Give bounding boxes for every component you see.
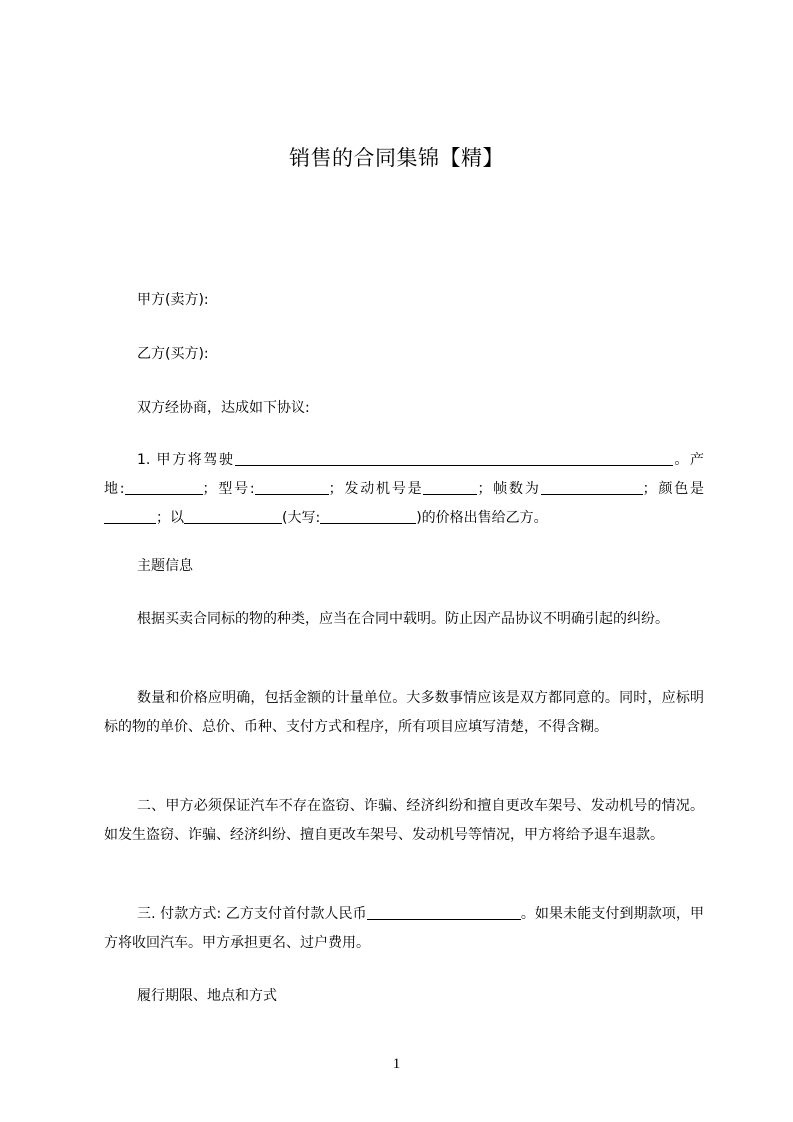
clause-3-text-1: 三. 付款方式: 乙方支付首付款人民币 (137, 906, 367, 922)
section-subject-heading: 主题信息 (137, 558, 193, 574)
clause-3-text-2: 。如果未能支付到期款项，甲方将收回汽车。甲方承担更名、过户费用。 (104, 906, 704, 951)
page-number: 1 (392, 1056, 401, 1072)
clause-1-text-6: ；颜色是 (642, 481, 705, 497)
clause-1-text-8: (大写: (282, 510, 321, 526)
engine-number-blank (423, 480, 477, 495)
clause-1-text-5: ；帧数为 (477, 481, 541, 497)
section-performance-heading: 履行期限、地点和方式 (137, 988, 277, 1004)
clause-1-text-9: )的价格出售给乙方。 (416, 510, 548, 526)
quantity-price-paragraph: 数量和价格应明确，包括金额的计量单位。大多数事情应该是双方都同意的。同时，应标明标的物的单价、总价、币种、支付方式和程序，所有项目应填写清楚，不得含糊。 (104, 690, 704, 735)
model-blank (255, 480, 329, 495)
frame-number-blank (541, 480, 643, 495)
clause-1-text-1: 1. 甲方将驾驶 (137, 452, 235, 468)
clause-1 (104, 446, 704, 533)
down-payment-blank (367, 905, 521, 920)
price-blank (184, 509, 282, 524)
origin-blank (125, 480, 203, 495)
party-a-line: 甲方(卖方): (137, 292, 209, 308)
document-title: 销售的合同集锦【精】 (289, 146, 504, 170)
color-blank (104, 509, 156, 524)
clause-1-text-2: 。产地: (104, 452, 704, 497)
vehicle-blank (235, 451, 673, 466)
agreement-intro: 双方经协商，达成如下协议: (137, 400, 310, 416)
clause-2: 二、甲方必须保证汽车不存在盗窃、诈骗、经济纠纷和擅自更改车架号、发动机号的情况。如发生盗窃、诈骗、经济纠纷、擅自更改车架号、发动机号等情况，甲方将给予退车退款。 (104, 798, 704, 843)
clause-1-text-4: ；发动机号是 (328, 481, 424, 497)
subject-paragraph: 根据买卖合同标的物的种类，应当在合同中载明。防止因产品协议不明确引起的纠纷。 (137, 611, 669, 627)
clause-3 (104, 900, 704, 958)
party-b-line: 乙方(买方): (137, 346, 209, 362)
clause-1-text-7: ；以 (156, 510, 184, 526)
clause-1-text-3: ；型号: (202, 481, 255, 497)
price-uppercase-blank (320, 509, 416, 524)
